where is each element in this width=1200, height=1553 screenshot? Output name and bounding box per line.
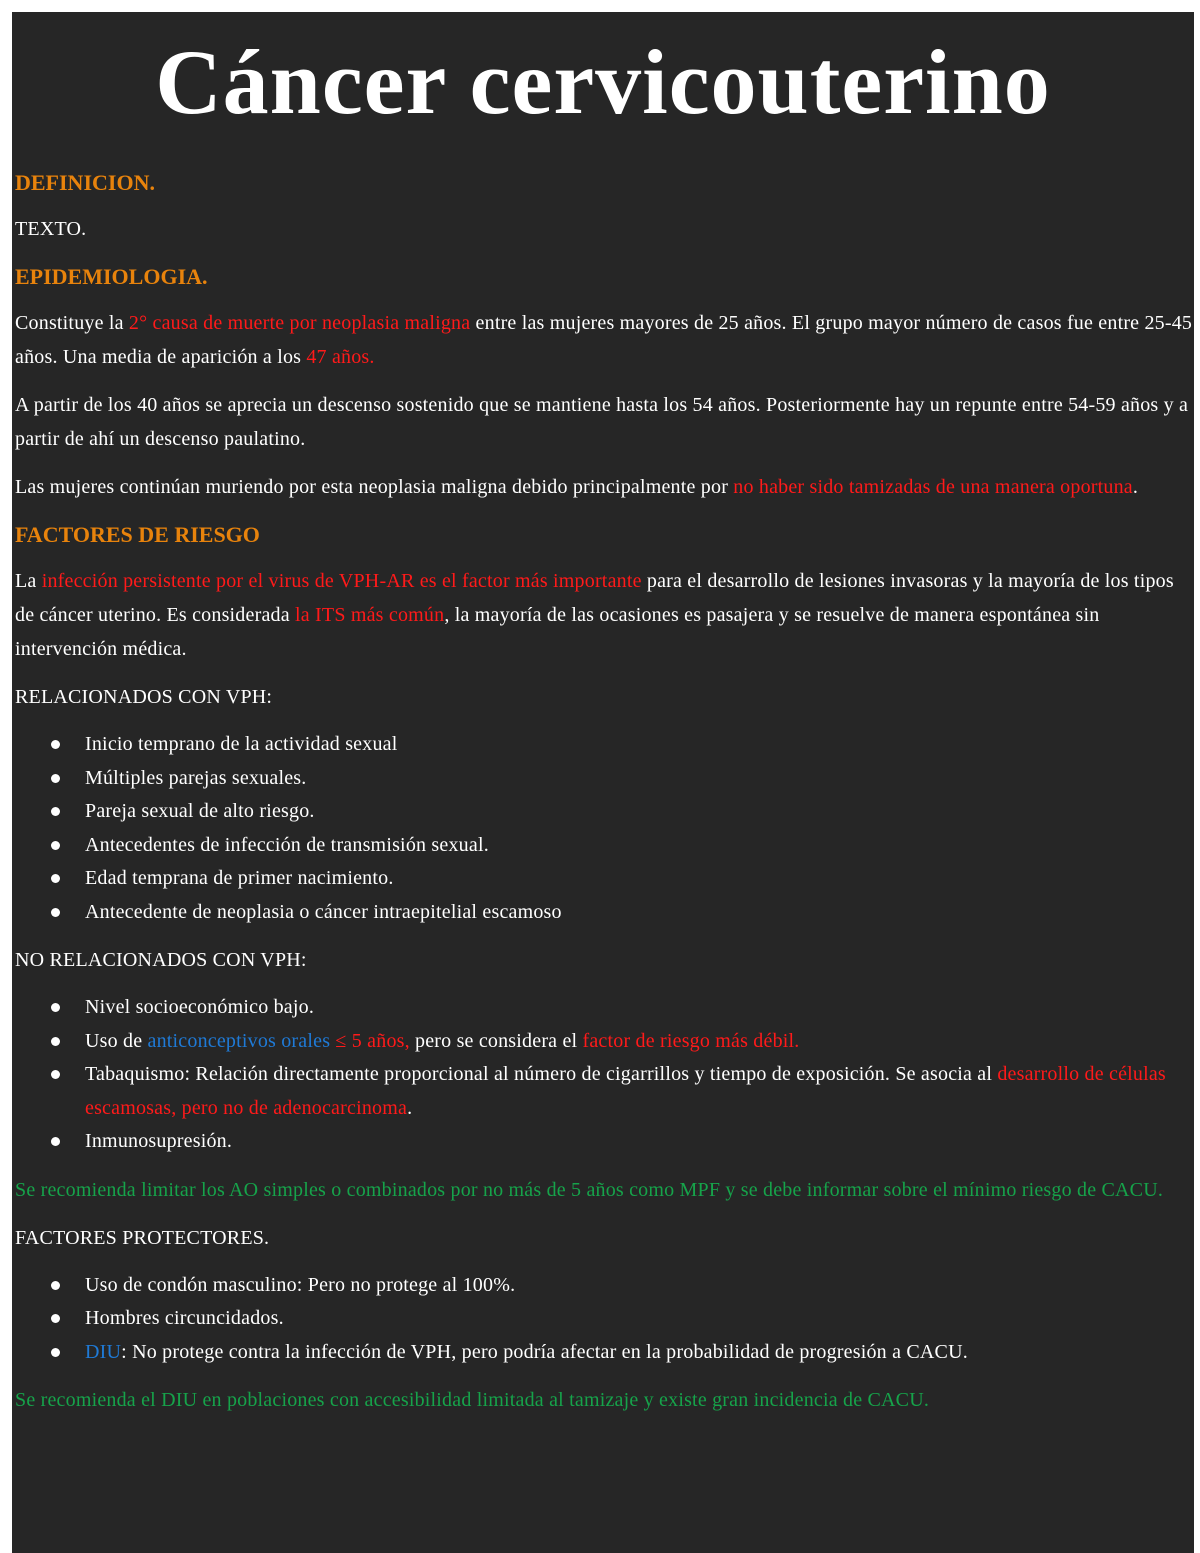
highlight-blue: DIU (85, 1340, 122, 1363)
text-segment: , la mayoría de las ocasiones es pasajera y se resuelve de manera espontánea sin intervención médica. (15, 604, 1100, 660)
epidemiologia-paragraph-3 (15, 470, 1193, 504)
text-segment: . (407, 1096, 413, 1119)
protectores-label: FACTORES PROTECTORES. (15, 1226, 270, 1249)
list-item (85, 1025, 1193, 1059)
highlight-blue: anticonceptivos orales (147, 1029, 331, 1052)
list-item: Antecedente de neoplasia o cáncer intraepitelial escamoso (85, 896, 1193, 930)
list-item (85, 1336, 1193, 1370)
text-segment: . (1132, 476, 1139, 498)
epidemiologia-paragraph-2: A partir de los 40 años se aprecia un descenso sostenido que se mantiene hasta los 54 años. Posteriormente hay un repunte entre 54-59 años y a partir de ahí un descenso paulatino. (15, 394, 1189, 450)
list-item: Inicio temprano de la actividad sexual (85, 728, 1193, 762)
list-item: Múltiples parejas sexuales. (85, 762, 1193, 796)
recomendacion-diu: Se recomienda el DIU en poblaciones con accesibilidad limitada al tamizaje y existe gran incidencia de CACU. (15, 1389, 930, 1411)
list-item: Hombres circuncidados. (85, 1302, 1193, 1336)
text-segment: La (15, 570, 42, 592)
text-segment: entre las mujeres mayores de 25 años. El grupo mayor número de casos fue entre 25-45 años. Una media de aparición a los (15, 312, 1193, 368)
text-segment: Uso de (85, 1029, 148, 1052)
relacionados-label: RELACIONADOS CON VPH: (15, 686, 273, 708)
page-title: Cáncer cervicouterino (155, 31, 1051, 133)
highlight-red: ≤ 5 años, (330, 1029, 410, 1052)
highlight-red: 2° causa de muerte por neoplasia maligna (128, 312, 471, 334)
protectores-list (15, 1269, 1193, 1370)
highlight-red: no haber sido tamizadas de una manera oportuna (733, 476, 1133, 498)
no-relacionados-label: NO RELACIONADOS CON VPH: (15, 949, 307, 971)
list-item: Inmunosupresión. (85, 1125, 1193, 1159)
no-relacionados-list (15, 991, 1193, 1159)
text-segment: : No protege contra la infección de VPH, pero podría afectar en la probabilidad de progresión a CACU. (121, 1340, 968, 1363)
text-segment: Las mujeres continúan muriendo por esta neoplasia maligna debido principalmente por (15, 476, 734, 498)
highlight-red: factor de riesgo más débil. (582, 1029, 800, 1052)
highlight-red: la ITS más común (295, 604, 445, 626)
highlight-red: desarrollo de células escamosas, pero no de adenocarcinoma (85, 1063, 1166, 1119)
text-segment: pero se considera el (409, 1029, 583, 1052)
list-item: Pareja sexual de alto riesgo. (85, 795, 1193, 829)
list-item: Antecedentes de infección de transmisión sexual. (85, 829, 1193, 863)
heading-definicion: DEFINICION. (15, 170, 155, 195)
relacionados-list (15, 728, 1193, 929)
definicion-text: TEXTO. (15, 218, 87, 240)
text-segment: Tabaquismo: Relación directamente proporcional al número de cigarrillos y tiempo de exposición. Se asocia al (85, 1063, 998, 1085)
recomendacion-ao: Se recomienda limitar los AO simples o combinados por no más de 5 años como MPF y se debe informar sobre el mínimo riesgo de CACU. (15, 1178, 1164, 1201)
factores-paragraph-1 (15, 564, 1193, 666)
list-item: Edad temprana de primer nacimiento. (85, 862, 1193, 896)
highlight-red: 47 años. (306, 346, 375, 368)
document-body (15, 166, 1193, 1431)
heading-factores-riesgo: FACTORES DE RIESGO (15, 522, 260, 547)
text-segment: Constituye la (15, 312, 129, 334)
document-page (12, 12, 1194, 1553)
epidemiologia-paragraph-1 (15, 306, 1193, 374)
heading-epidemiologia: EPIDEMIOLOGIA. (15, 264, 208, 289)
list-item: Uso de condón masculino: Pero no protege al 100%. (85, 1269, 1193, 1303)
list-item (85, 1058, 1193, 1125)
highlight-red: infección persistente por el virus de VPH-AR es el factor más importante (41, 570, 642, 592)
text-segment: para el desarrollo de lesiones invasoras y la mayoría de los tipos de cáncer uterino. Es considerada (15, 570, 1174, 626)
list-item: Nivel socioeconómico bajo. (85, 991, 1193, 1025)
